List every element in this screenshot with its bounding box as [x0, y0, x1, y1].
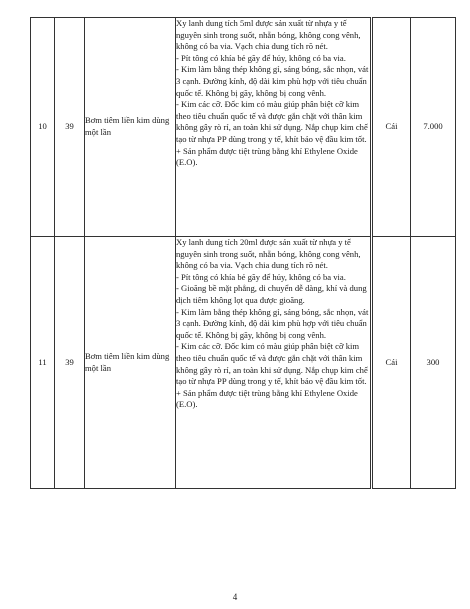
item-code: 39 — [55, 18, 85, 237]
spec-line: Xy lanh dung tích 20ml được sản xuất từ nhựa y tế nguyên sinh trong suốt, nhẵn bóng, không cong vênh, không có ba via. Vạch chia dung tích rõ nét. — [176, 237, 361, 271]
item-name: Bơm tiêm liền kim dùng một lần — [85, 237, 176, 489]
spec-line: + Sản phẩm được tiệt trùng bằng khí Ethylene Oxide (E.O). — [176, 387, 358, 410]
table-row — [31, 237, 456, 489]
row-number: 11 — [31, 237, 55, 489]
spec-line: - Kim làm bằng thép không gỉ, sáng bóng, sắc nhọn, vát 3 cạnh. Đường kính, độ dài kim phù hợp với tiêu chuẩn quốc tế. Không bị gãy, không bị cong vênh. — [176, 64, 369, 98]
unit-cell: Cái — [372, 18, 411, 237]
spec-line: - Kim các cỡ. Đốc kim có màu giúp phân biệt cỡ kim theo tiêu chuẩn quốc tế và được gắn chặt với thân kim không gây rò rỉ, an toàn khi sử dụng. Nắp chụp kim chế tạo từ nhựa PP dùng trong y tế, khít bảo vệ đầu kim tốt. — [176, 341, 368, 387]
spec-line: - Pít tông có khía bẻ gãy để hủy, không có ba via. — [176, 52, 346, 63]
item-specification — [176, 18, 372, 237]
quantity-cell: 300 — [411, 237, 456, 489]
row-number: 10 — [31, 18, 55, 237]
unit-cell: Cái — [372, 237, 411, 489]
page-number: 4 — [232, 592, 238, 602]
spec-line: - Kim làm bằng thép không gỉ, sáng bóng, sắc nhọn, vát 3 cạnh. Đường kính, độ dài kim phù hợp với tiêu chuẩn quốc tế. Không bị gãy, không bị cong vênh. — [176, 306, 369, 340]
spec-line: - Pít tông có khía bẻ gãy để hủy, không có ba via. — [176, 271, 346, 282]
quantity-cell: 7.000 — [411, 18, 456, 237]
spec-line: - Kim các cỡ. Đốc kim có màu giúp phân biệt cỡ kim theo tiêu chuẩn quốc tế và được gắn chặt với thân kim không gây rò rỉ, an toàn khi sử dụng. Nắp chụp kim chế tạo từ nhựa PP dùng trong y tế, khít bảo vệ đầu kim tốt. — [176, 99, 368, 144]
equipment-table — [30, 17, 456, 489]
item-name: Bơm tiêm liền kim dùng một lần — [85, 18, 176, 237]
table-row — [31, 18, 456, 237]
item-code: 39 — [55, 237, 85, 489]
spec-line: + Sản phẩm được tiệt trùng bằng khí Ethylene Oxide (E.O). — [176, 145, 358, 168]
item-specification — [176, 237, 372, 489]
spec-line: Xy lanh dung tích 5ml được sản xuất từ nhựa y tế nguyên sinh trong suốt, nhẵn bóng, không cong vênh, không có ba via. Vạch chia dung tích rõ nét. — [176, 18, 361, 52]
spec-line: - Gioăng bề mặt phẳng, di chuyển dễ dàng, khí và dung dịch tiêm không lọt qua được gioăng. — [176, 283, 367, 305]
